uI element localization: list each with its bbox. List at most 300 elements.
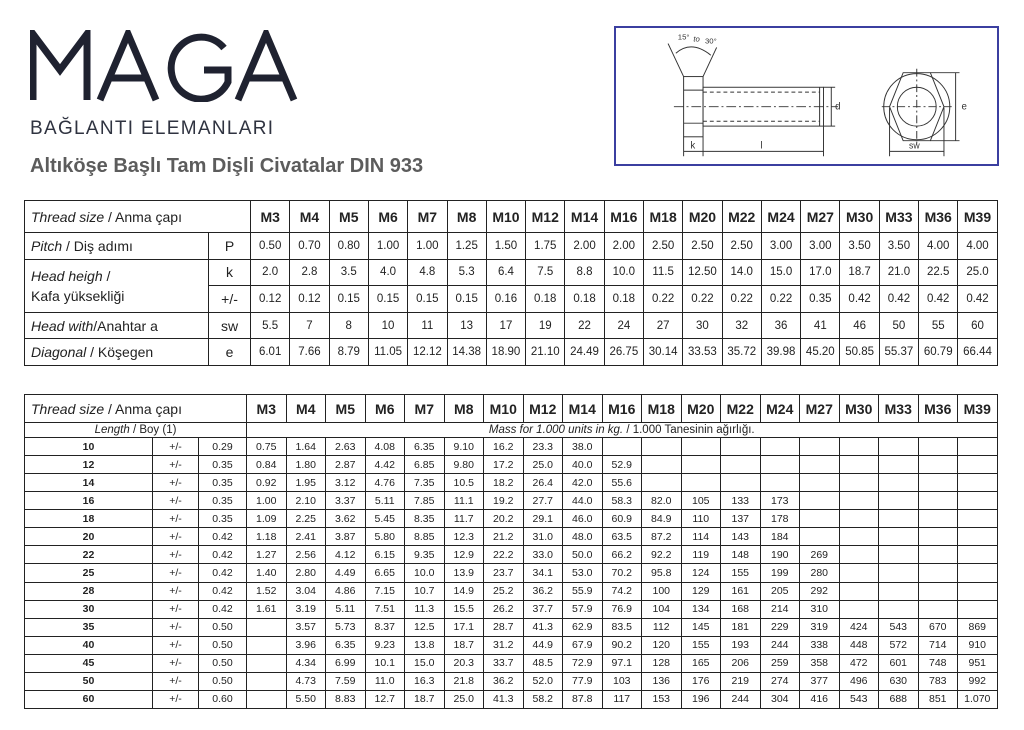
mass-cell: 18.2	[484, 474, 524, 492]
mass-cell: 26.2	[484, 600, 524, 618]
mass-cell: 145	[681, 618, 721, 636]
size-header: M5	[329, 201, 368, 233]
dim-l-label: l	[760, 140, 763, 152]
dimension-cell: 60.79	[919, 339, 958, 366]
mass-cell: 20.3	[444, 654, 484, 672]
dimension-cell: 3.50	[840, 233, 879, 260]
plus-minus-cell: +/-	[153, 690, 199, 708]
mass-cell	[839, 438, 879, 456]
size-header: M4	[290, 201, 329, 233]
size-header: M14	[563, 395, 603, 423]
size-header: M33	[879, 201, 918, 233]
tolerance-cell: 0.42	[958, 286, 997, 313]
mass-cell	[642, 456, 682, 474]
mass-cell: 134	[681, 600, 721, 618]
thread-size-header: Thread size / Anma çapı	[25, 395, 247, 423]
mass-cell	[839, 600, 879, 618]
mass-cell: 1.18	[247, 528, 287, 546]
mass-cell: 851	[918, 690, 958, 708]
mass-cell: 8.83	[326, 690, 366, 708]
mass-cell: 205	[760, 582, 800, 600]
mass-cell: 319	[800, 618, 840, 636]
mass-cell: 206	[721, 654, 761, 672]
dimension-cell: 11	[408, 312, 447, 339]
mass-cell	[918, 546, 958, 564]
mass-cell: 7.51	[365, 600, 405, 618]
mass-cell: 17.1	[444, 618, 484, 636]
mass-cell: 1.61	[247, 600, 287, 618]
dimension-cell: 18.90	[486, 339, 525, 366]
mass-cell: 783	[918, 672, 958, 690]
mass-cell: 9.23	[365, 636, 405, 654]
mass-cell: 44.0	[563, 492, 603, 510]
size-header: M16	[604, 201, 643, 233]
mass-cell: 4.42	[365, 456, 405, 474]
mass-cell: 416	[800, 690, 840, 708]
dimension-cell: 24	[604, 312, 643, 339]
mass-cell: 52.9	[602, 456, 642, 474]
mass-cell: 10.7	[405, 582, 445, 600]
mass-cell: 2.80	[286, 564, 326, 582]
mass-cell	[721, 438, 761, 456]
mass-cell: 3.12	[326, 474, 366, 492]
mass-cell	[918, 582, 958, 600]
mass-cell: 104	[642, 600, 682, 618]
mass-cell: 196	[681, 690, 721, 708]
mass-cell: 0.92	[247, 474, 287, 492]
mass-note: Mass for 1.000 units in kg. / 1.000 Tanesinin ağırlığı.	[247, 423, 998, 438]
mass-cell: 84.9	[642, 510, 682, 528]
dimension-cell: 0.70	[290, 233, 329, 260]
dimension-cell: 2.8	[290, 259, 329, 286]
tolerance-cell: 0.22	[643, 286, 682, 313]
mass-cell	[958, 546, 998, 564]
dimension-cell: 5.5	[251, 312, 290, 339]
size-header: M16	[602, 395, 642, 423]
head-height-row	[25, 259, 998, 286]
mass-cell: 869	[958, 618, 998, 636]
mass-cell: 12.5	[405, 618, 445, 636]
mass-cell: 155	[681, 636, 721, 654]
dimension-cell: 50	[879, 312, 918, 339]
length-cell: 50	[25, 672, 153, 690]
dimension-cell: 11.05	[368, 339, 407, 366]
mass-cell: 2.87	[326, 456, 366, 474]
mass-cell: 3.96	[286, 636, 326, 654]
length-cell: 30	[25, 600, 153, 618]
mass-cell: 19.2	[484, 492, 524, 510]
mass-cell: 11.7	[444, 510, 484, 528]
dimension-cell: 66.44	[958, 339, 997, 366]
mass-cell: 219	[721, 672, 761, 690]
table-row	[25, 510, 998, 528]
size-header: M3	[247, 395, 287, 423]
mass-cell	[760, 456, 800, 474]
row-label: Diagonal / Köşegen	[25, 339, 209, 366]
mass-cell: 5.80	[365, 528, 405, 546]
angle-to-label: to	[693, 34, 700, 44]
dimension-cell: 11.5	[643, 259, 682, 286]
mass-cell	[247, 636, 287, 654]
mass-cell: 543	[879, 618, 919, 636]
dimension-cell: 6.01	[251, 339, 290, 366]
plus-minus-cell: +/-	[153, 492, 199, 510]
dimension-cell: 2.00	[604, 233, 643, 260]
mass-cell: 58.2	[523, 690, 563, 708]
mass-cell: 42.0	[563, 474, 603, 492]
tolerance-cell: 0.42	[840, 286, 879, 313]
size-header: M30	[840, 201, 879, 233]
mass-cell: 601	[879, 654, 919, 672]
mass-cell: 3.19	[286, 600, 326, 618]
mass-cell	[800, 438, 840, 456]
length-tolerance-cell: 0.29	[199, 438, 247, 456]
mass-cell	[642, 474, 682, 492]
mass-cell: 155	[721, 564, 761, 582]
plus-minus-cell: +/-	[153, 600, 199, 618]
tolerance-cell: 0.15	[408, 286, 447, 313]
bolt-technical-drawing	[614, 26, 999, 166]
mass-cell: 2.63	[326, 438, 366, 456]
mass-cell: 74.2	[602, 582, 642, 600]
mass-cell: 7.15	[365, 582, 405, 600]
mass-cell: 2.10	[286, 492, 326, 510]
mass-cell	[247, 690, 287, 708]
table-row	[25, 438, 998, 456]
dimension-cell: 22.5	[919, 259, 958, 286]
size-header: M27	[801, 201, 840, 233]
length-tolerance-cell: 0.42	[199, 528, 247, 546]
tolerance-cell: 0.22	[683, 286, 722, 313]
dim-d-label: d	[835, 101, 841, 113]
tolerance-cell: 0.35	[801, 286, 840, 313]
tolerance-cell: 0.15	[447, 286, 486, 313]
mass-cell: 496	[839, 672, 879, 690]
mass-cell: 6.35	[326, 636, 366, 654]
mass-cell	[721, 474, 761, 492]
mass-cell: 31.2	[484, 636, 524, 654]
mass-cell: 3.57	[286, 618, 326, 636]
row-label: Head heigh / Kafa yüksekliği	[25, 259, 209, 312]
mass-cell: 229	[760, 618, 800, 636]
dimension-cell: 24.49	[565, 339, 604, 366]
mass-cell: 33.7	[484, 654, 524, 672]
mass-cell	[958, 582, 998, 600]
mass-cell: 377	[800, 672, 840, 690]
mass-cell: 4.76	[365, 474, 405, 492]
mass-cell	[879, 438, 919, 456]
table-row	[25, 546, 998, 564]
mass-cell: 41.3	[484, 690, 524, 708]
mass-cell: 11.1	[444, 492, 484, 510]
length-tolerance-cell: 0.42	[199, 546, 247, 564]
mass-cell: 25.2	[484, 582, 524, 600]
mass-cell: 5.11	[326, 600, 366, 618]
mass-cell: 10.5	[444, 474, 484, 492]
dimension-cell: 2.00	[565, 233, 604, 260]
mass-cell	[839, 564, 879, 582]
mass-cell: 0.75	[247, 438, 287, 456]
mass-cell: 165	[681, 654, 721, 672]
mass-cell: 7.85	[405, 492, 445, 510]
mass-cell	[918, 492, 958, 510]
mass-cell: 27.7	[523, 492, 563, 510]
mass-cell	[958, 600, 998, 618]
mass-cell: 5.50	[286, 690, 326, 708]
mass-cell: 1.80	[286, 456, 326, 474]
mass-cell	[247, 672, 287, 690]
mass-cell: 4.08	[365, 438, 405, 456]
plus-minus-cell: +/-	[153, 528, 199, 546]
mass-cell: 6.15	[365, 546, 405, 564]
mass-cell: 4.73	[286, 672, 326, 690]
mass-cell: 1.09	[247, 510, 287, 528]
mass-cell: 199	[760, 564, 800, 582]
plus-minus-cell: +/-	[153, 654, 199, 672]
mass-cell	[839, 492, 879, 510]
mass-cell: 133	[721, 492, 761, 510]
dimension-cell: 45.20	[801, 339, 840, 366]
mass-cell	[918, 600, 958, 618]
length-cell: 20	[25, 528, 153, 546]
pitch-row	[25, 233, 998, 260]
size-header: M18	[642, 395, 682, 423]
dimension-cell: 2.50	[683, 233, 722, 260]
mass-cell: 11.0	[365, 672, 405, 690]
mass-cell	[958, 564, 998, 582]
mass-cell: 6.99	[326, 654, 366, 672]
size-header: M14	[565, 201, 604, 233]
size-header: M6	[365, 395, 405, 423]
size-header: M8	[444, 395, 484, 423]
mass-cell: 358	[800, 654, 840, 672]
mass-cell: 3.04	[286, 582, 326, 600]
mass-header-row	[25, 395, 998, 423]
mass-cell: 55.9	[563, 582, 603, 600]
dimension-cell: 2.50	[643, 233, 682, 260]
dimension-cell: 3.5	[329, 259, 368, 286]
mass-cell: 7.59	[326, 672, 366, 690]
size-header: M10	[486, 201, 525, 233]
mass-cell: 15.0	[405, 654, 445, 672]
mass-cell: 12.3	[444, 528, 484, 546]
dimension-cell: 15.0	[761, 259, 800, 286]
tolerance-cell: 0.18	[604, 286, 643, 313]
mass-cell	[760, 474, 800, 492]
mass-cell: 543	[839, 690, 879, 708]
mass-cell	[879, 528, 919, 546]
size-header: M20	[683, 201, 722, 233]
table-row	[25, 564, 998, 582]
dimension-cell: 2.0	[251, 259, 290, 286]
mass-cell	[760, 438, 800, 456]
mass-cell: 31.0	[523, 528, 563, 546]
mass-cell	[839, 528, 879, 546]
mass-cell: 119	[681, 546, 721, 564]
length-tolerance-cell: 0.42	[199, 564, 247, 582]
mass-cell: 168	[721, 600, 761, 618]
table-row	[25, 456, 998, 474]
mass-cell: 1.40	[247, 564, 287, 582]
mass-cell: 37.7	[523, 600, 563, 618]
dim-k-label: k	[690, 140, 696, 152]
mass-cell: 23.3	[523, 438, 563, 456]
dimension-cell: 1.50	[486, 233, 525, 260]
mass-cell: 70.2	[602, 564, 642, 582]
mass-cell: 62.9	[563, 618, 603, 636]
dimension-cell: 4.0	[368, 259, 407, 286]
tolerance-cell: 0.42	[879, 286, 918, 313]
mass-cell: 15.5	[444, 600, 484, 618]
mass-cell: 25.0	[523, 456, 563, 474]
mass-cell	[602, 438, 642, 456]
size-header: M4	[286, 395, 326, 423]
size-header: M30	[839, 395, 879, 423]
mass-cell: 11.3	[405, 600, 445, 618]
row-label: Pitch / Diş adımı	[25, 233, 209, 260]
mass-cell	[681, 474, 721, 492]
size-header: M7	[408, 201, 447, 233]
mass-cell	[958, 456, 998, 474]
plus-minus-cell: +/-	[153, 564, 199, 582]
mass-cell: 136	[642, 672, 682, 690]
mass-cell	[918, 456, 958, 474]
dimension-cell: 4.00	[958, 233, 997, 260]
mass-cell: 55.6	[602, 474, 642, 492]
mass-cell: 92.2	[642, 546, 682, 564]
plus-minus-cell: +/-	[153, 456, 199, 474]
row-symbol: sw	[209, 312, 251, 339]
size-header: M12	[526, 201, 565, 233]
mass-cell: 714	[918, 636, 958, 654]
size-header: M39	[958, 395, 998, 423]
mass-cell: 26.4	[523, 474, 563, 492]
mass-cell: 688	[879, 690, 919, 708]
dimension-cell: 3.00	[801, 233, 840, 260]
mass-cell: 33.0	[523, 546, 563, 564]
size-header: M5	[326, 395, 366, 423]
mass-cell: 16.3	[405, 672, 445, 690]
size-header: M33	[879, 395, 919, 423]
mass-cell: 181	[721, 618, 761, 636]
mass-cell: 129	[681, 582, 721, 600]
row-label: Head with/Anahtar a	[25, 312, 209, 339]
mass-cell: 50.0	[563, 546, 603, 564]
mass-cell: 52.0	[523, 672, 563, 690]
mass-cell	[958, 510, 998, 528]
maga-logo	[30, 30, 300, 102]
mass-cell: 83.5	[602, 618, 642, 636]
mass-cell: 1.00	[247, 492, 287, 510]
mass-cell	[800, 474, 840, 492]
mass-cell: 7.35	[405, 474, 445, 492]
size-header: M27	[800, 395, 840, 423]
mass-cell	[879, 600, 919, 618]
dimension-cell: 10.0	[604, 259, 643, 286]
mass-cell: 23.7	[484, 564, 524, 582]
size-header: M22	[722, 201, 761, 233]
dimension-cell: 12.50	[683, 259, 722, 286]
mass-cell	[247, 618, 287, 636]
mass-cell: 40.0	[563, 456, 603, 474]
mass-cell: 100	[642, 582, 682, 600]
dimension-cell: 17	[486, 312, 525, 339]
length-header: Length / Boy (1)	[25, 423, 247, 438]
tolerance-cell: 0.42	[919, 286, 958, 313]
mass-cell: 748	[918, 654, 958, 672]
plus-minus-cell: +/-	[153, 582, 199, 600]
mass-cell: 53.0	[563, 564, 603, 582]
mass-cell: 36.2	[523, 582, 563, 600]
length-tolerance-cell: 0.50	[199, 618, 247, 636]
tolerance-cell: 0.22	[761, 286, 800, 313]
length-tolerance-cell: 0.35	[199, 456, 247, 474]
dimension-cell: 41	[801, 312, 840, 339]
mass-subheader-row	[25, 423, 998, 438]
mass-cell: 110	[681, 510, 721, 528]
length-tolerance-cell: 0.50	[199, 636, 247, 654]
mass-cell: 310	[800, 600, 840, 618]
dimension-cell: 33.53	[683, 339, 722, 366]
mass-cell	[800, 456, 840, 474]
mass-cell	[681, 438, 721, 456]
mass-cell	[642, 438, 682, 456]
mass-cell	[879, 474, 919, 492]
mass-cell: 280	[800, 564, 840, 582]
length-tolerance-cell: 0.50	[199, 672, 247, 690]
size-header: M18	[643, 201, 682, 233]
mass-cell: 178	[760, 510, 800, 528]
tolerance-cell: 0.12	[251, 286, 290, 313]
mass-cell: 58.3	[602, 492, 642, 510]
mass-cell: 48.0	[563, 528, 603, 546]
tolerance-cell: 0.22	[722, 286, 761, 313]
dimension-cell: 7	[290, 312, 329, 339]
mass-cell: 72.9	[563, 654, 603, 672]
dimension-cell: 8.79	[329, 339, 368, 366]
plus-minus-cell: +/-	[153, 546, 199, 564]
row-symbol: k	[209, 259, 251, 286]
bolt-drawing-svg	[616, 28, 997, 164]
mass-cell: 1.95	[286, 474, 326, 492]
dimension-cell: 2.50	[722, 233, 761, 260]
mass-cell: 274	[760, 672, 800, 690]
dimension-cell: 13	[447, 312, 486, 339]
plus-minus-cell: +/-	[153, 618, 199, 636]
table-row	[25, 654, 998, 672]
mass-cell	[879, 492, 919, 510]
mass-cell: 13.9	[444, 564, 484, 582]
plus-minus-cell: +/-	[153, 438, 199, 456]
mass-cell: 38.0	[563, 438, 603, 456]
mass-cell: 161	[721, 582, 761, 600]
dimension-cell: 30.14	[643, 339, 682, 366]
mass-cell	[958, 438, 998, 456]
length-cell: 22	[25, 546, 153, 564]
length-cell: 25	[25, 564, 153, 582]
mass-cell: 0.84	[247, 456, 287, 474]
mass-cell: 124	[681, 564, 721, 582]
head-width-row	[25, 312, 998, 339]
dimension-cell: 8.8	[565, 259, 604, 286]
mass-cell: 8.85	[405, 528, 445, 546]
row-symbol: e	[209, 339, 251, 366]
mass-cell: 190	[760, 546, 800, 564]
mass-cell	[879, 582, 919, 600]
mass-cell: 6.65	[365, 564, 405, 582]
mass-cell: 34.1	[523, 564, 563, 582]
mass-cell: 21.8	[444, 672, 484, 690]
